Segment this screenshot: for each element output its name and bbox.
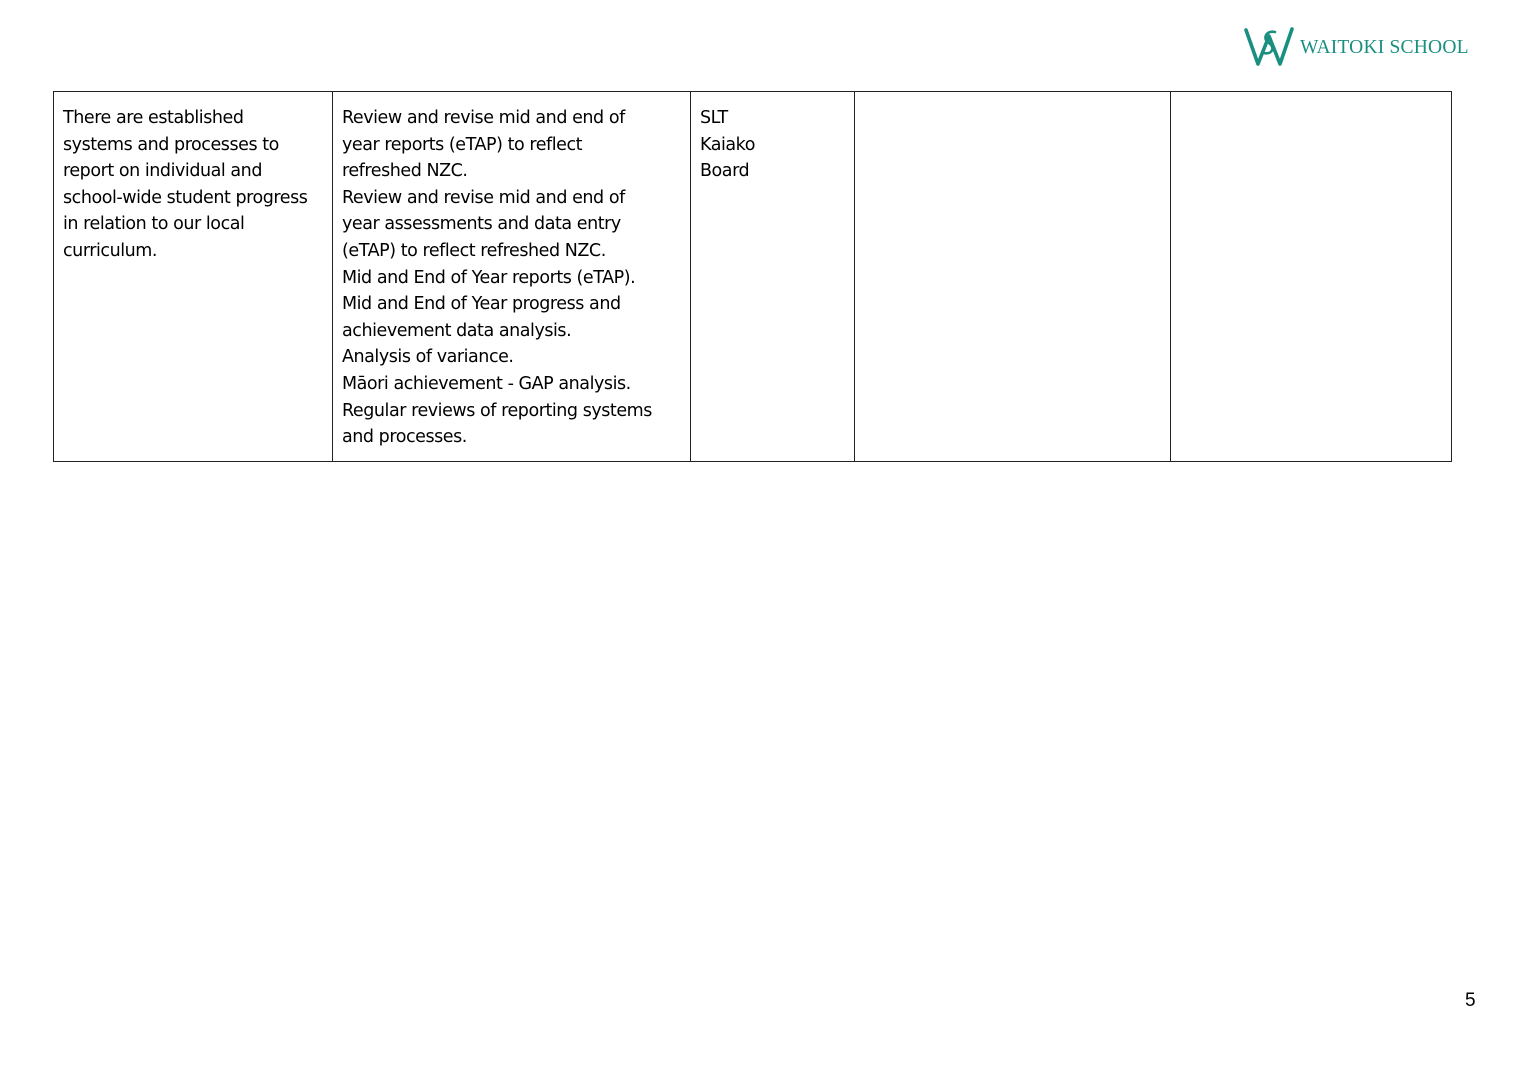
actions-cell (333, 92, 691, 462)
reporting-plan-table (53, 91, 1452, 462)
responsible-line: SLT (700, 108, 728, 128)
goal-line: systems and processes to (63, 134, 279, 155)
empty-cell-5 (1171, 92, 1452, 462)
goal-line: report on individual and (63, 161, 262, 182)
action-line: year reports (eTAP) to reflect (342, 134, 583, 155)
goal-line: school-wide student progress (63, 187, 308, 208)
goal-line: There are established (63, 108, 244, 128)
goal-cell (54, 92, 333, 462)
table-row (54, 92, 1452, 462)
goal-line: in relation to our local (63, 214, 245, 235)
school-name: WAITOKI SCHOOL (1300, 37, 1469, 58)
action-line: Mid and End of Year progress and (342, 294, 621, 315)
action-line: (eTAP) to reflect refreshed NZC. (342, 240, 606, 261)
ws-monogram-icon (1244, 26, 1296, 68)
page-number: 5 (1465, 990, 1476, 1011)
responsible-line: Board (700, 161, 750, 182)
action-line: refreshed NZC. (342, 161, 468, 182)
action-line: Mid and End of Year reports (eTAP). (342, 267, 636, 288)
action-line: Review and revise mid and end of (342, 187, 625, 208)
action-line: Review and revise mid and end of (342, 108, 625, 128)
goal-line: curriculum. (63, 240, 157, 261)
action-line: Regular reviews of reporting systems (342, 400, 652, 421)
school-logo (1244, 26, 1469, 68)
action-line: year assessments and data entry (342, 214, 621, 235)
action-line: achievement data analysis. (342, 320, 572, 341)
action-line: Māori achievement - GAP analysis. (342, 373, 631, 394)
responsible-line: Kaiako (700, 134, 755, 155)
action-line: and processes. (342, 427, 467, 448)
responsible-cell (691, 92, 855, 462)
empty-cell-4 (855, 92, 1171, 462)
action-line: Analysis of variance. (342, 347, 514, 368)
